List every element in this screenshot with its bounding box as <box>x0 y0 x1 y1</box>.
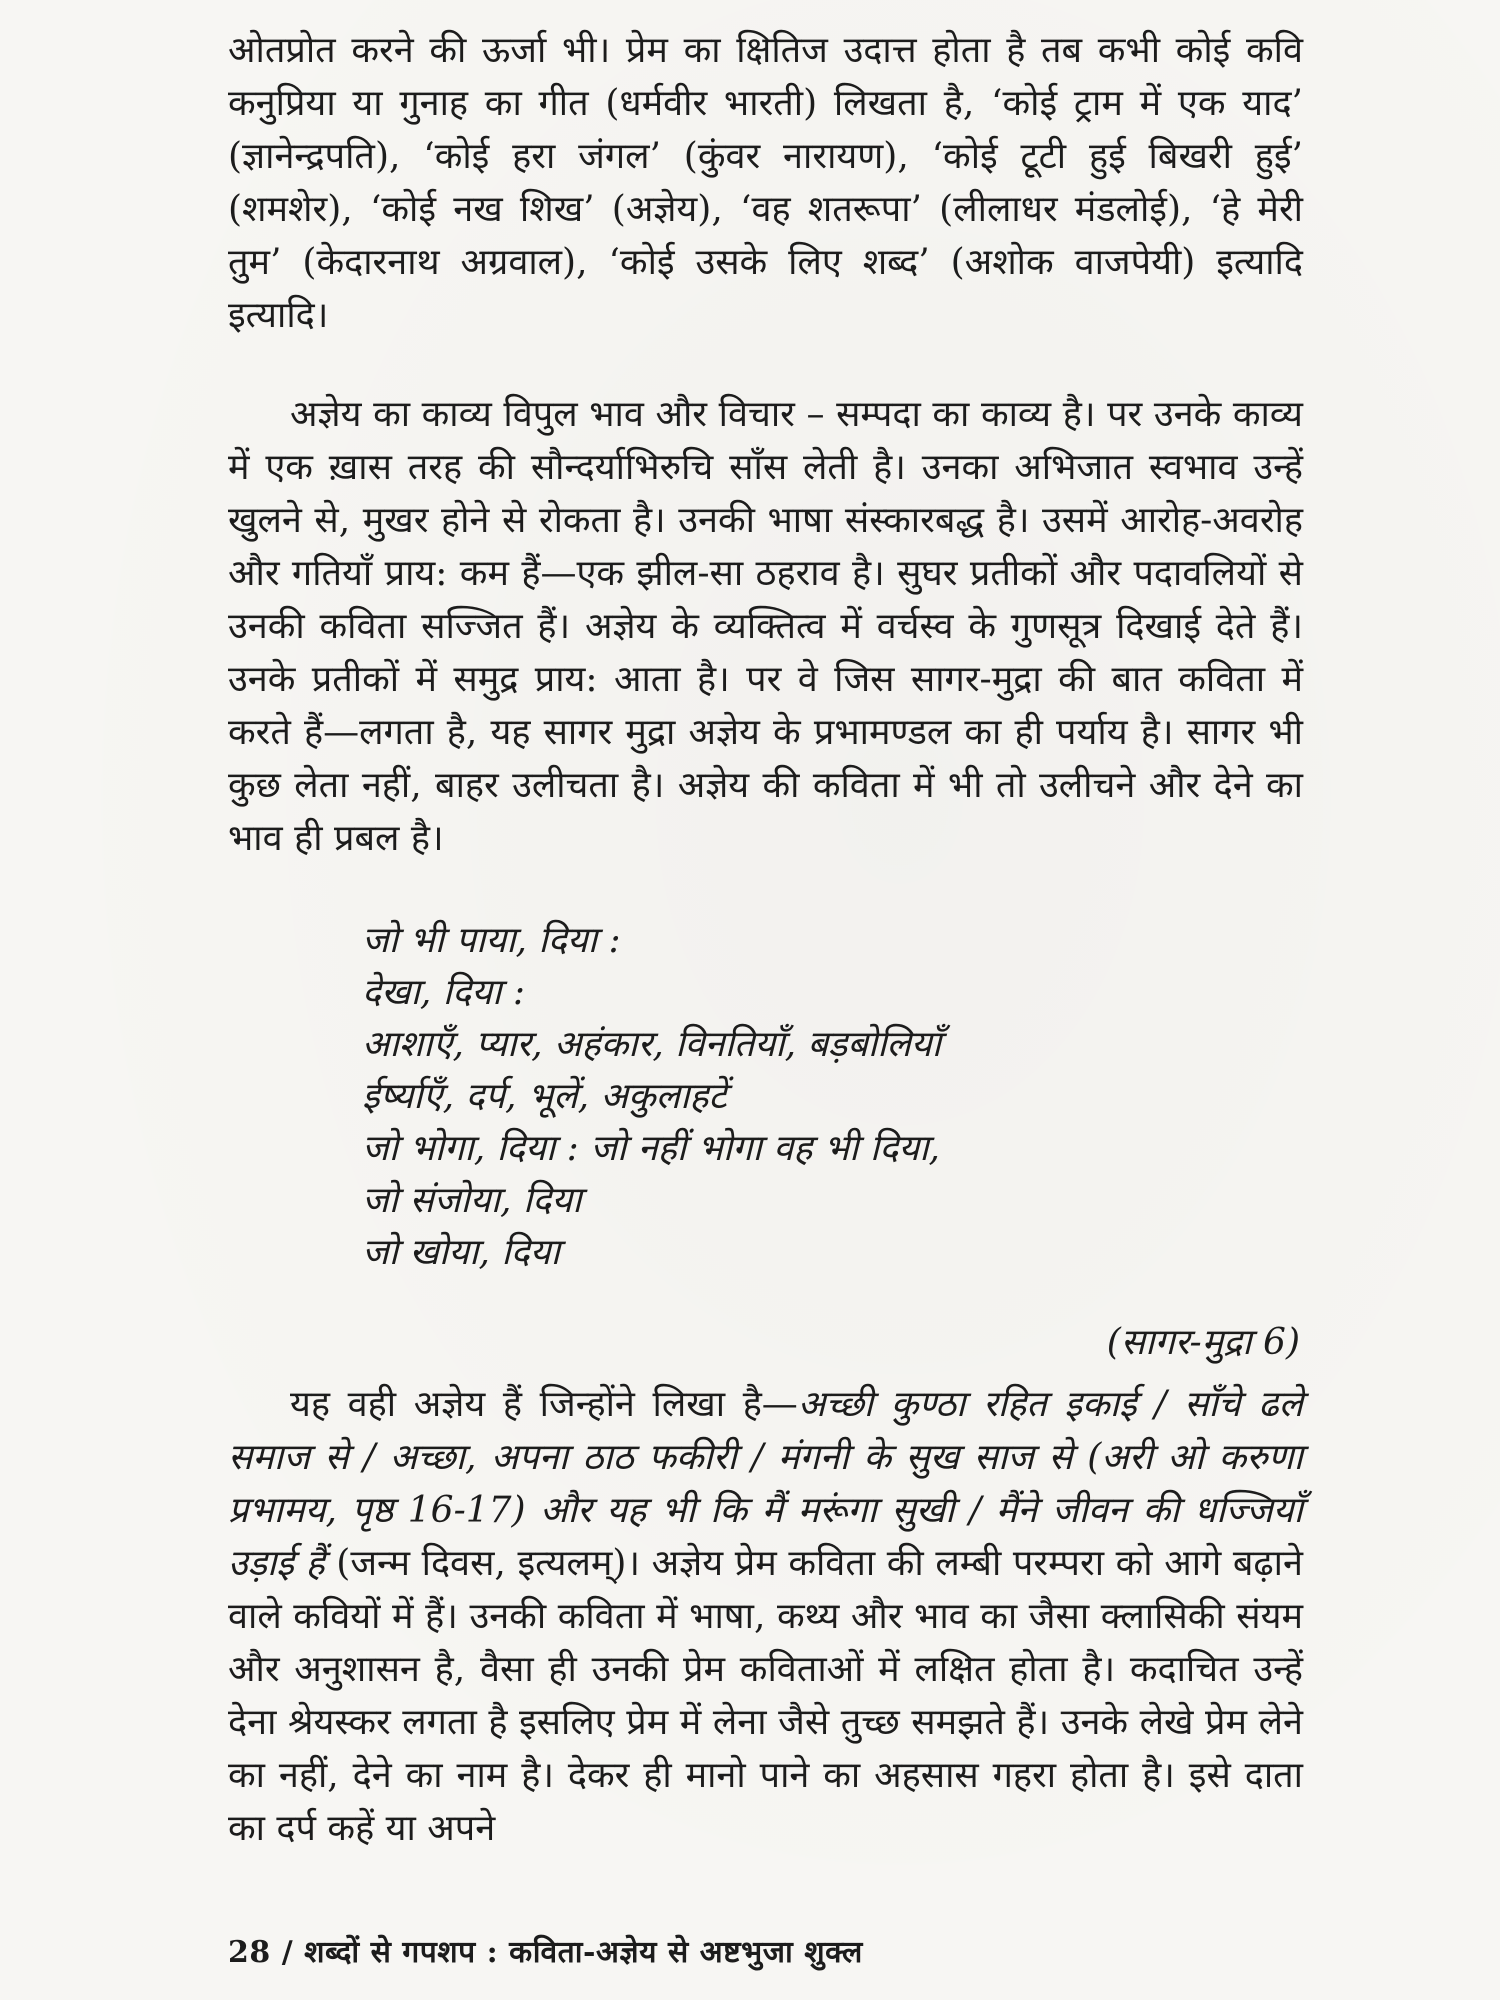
poem-line: जो भोगा, दिया : जो नहीं भोगा वह भी दिया, <box>362 1128 940 1169</box>
paragraph-3 <box>228 1378 1303 1855</box>
paragraph-3-quote: अच्छी कुण्ठा रहित इकाई / साँचे ढले समाज से / अच्छा, अपना ठाठ फकीरी / मंगनी के सुख साज से (अरी ओ करुणा प्रभामय, पृष्ठ 16-17) और यह भी कि मैं मरूंगा सुखी / मैंने जीवन की धज्जियाँ उड़ाई हैं <box>228 1384 1303 1584</box>
paragraph-3-reference: (जन्म दिवस, इत्यलम्)। <box>324 1543 652 1584</box>
poem-line: जो भी पाया, दिया : <box>362 920 621 961</box>
paragraph-3-rest: अज्ञेय प्रेम कविता की लम्बी परम्परा को आगे बढ़ाने वाले कवियों में हैं। उनकी कविता में भाषा, कथ्य और भाव का जैसा क्लासिकी संयम और अनुशासन है, वैसा ही उनकी प्रेम कविताओं में लक्षित होता है। कदाचित उन्हें देना श्रेयस्कर लगता है इसलिए प्रेम में लेना जैसे तुच्छ समझते हैं। उनके लेखे प्रेम लेने का नहीं, देने का नाम है। देकर ही मानो पाने का अहसास गहरा होता है। इसे दाता का दर्प कहें या अपने <box>228 1543 1303 1849</box>
page-footer: 28 / शब्दों से गपशप : कविता-अज्ञेय से अष्टभुजा शुक्ल <box>228 1935 863 1970</box>
paragraph-3-lead: यह वही अज्ञेय हैं जिन्होंने लिखा है— <box>290 1384 798 1425</box>
poem-line: आशाएँ, प्यार, अहंकार, विनतियाँ, बड़बोलियाँ <box>362 1024 942 1065</box>
paragraph-2: अज्ञेय का काव्य विपुल भाव और विचार – सम्पदा का काव्य है। पर उनके काव्य में एक ख़ास तरह की सौन्दर्याभिरुचि साँस लेती है। उनका अभिजात स्वभाव उन्हें खुलने से, मुखर होने से रोकता है। उनकी भाषा संस्कारबद्ध है। उसमें आरोह-अवरोह और गतियाँ प्राय: कम हैं—एक झील-सा ठहराव है। सुघर प्रतीकों और पदावलियों से उनकी कविता सज्जित हैं। अज्ञेय के व्यक्तित्व में वर्चस्व के गुणसूत्र दिखाई देते हैं। उनके प्रतीकों में समुद्र प्राय: आता है। पर वे जिस सागर-मुद्रा की बात कविता में करते हैं—लगता है, यह सागर मुद्रा अज्ञेय के प्रभामण्डल का ही पर्याय है। सागर भी कुछ लेता नहीं, बाहर उलीचता है। अज्ञेय की कविता में भी तो उलीचने और देने का भाव ही प्रबल है। <box>228 394 1303 859</box>
poem-citation: (सागर-मुद्रा 6) <box>1106 1322 1300 1363</box>
poem-line: जो संजोया, दिया <box>362 1180 582 1221</box>
poem-line: ईर्ष्याएँ, दर्प, भूलें, अकुलाहटें <box>362 1076 727 1117</box>
poem-line: देखा, दिया : <box>362 972 525 1013</box>
paragraph-1: ओतप्रोत करने की ऊर्जा भी। प्रेम का क्षितिज उदात्त होता है तब कभी कोई कवि कनुप्रिया या गुनाह का गीत (धर्मवीर भारती) लिखता है, ‘कोई ट्राम में एक याद’ (ज्ञानेन्द्रपति), ‘कोई हरा जंगल’ (कुंवर नारायण), ‘कोई टूटी हुई बिखरी हुई’ (शमशेर), ‘कोई नख शिख’ (अज्ञेय), ‘वह शतरूपा’ (लीलाधर मंडलोई), ‘हे मेरी तुम’ (केदारनाथ अग्रवाल), ‘कोई उसके लिए शब्द’ (अशोक वाजपेयी) इत्यादि इत्यादि। <box>228 30 1303 336</box>
poem-line: जो खोया, दिया <box>362 1232 560 1273</box>
poem-excerpt <box>362 915 941 1279</box>
